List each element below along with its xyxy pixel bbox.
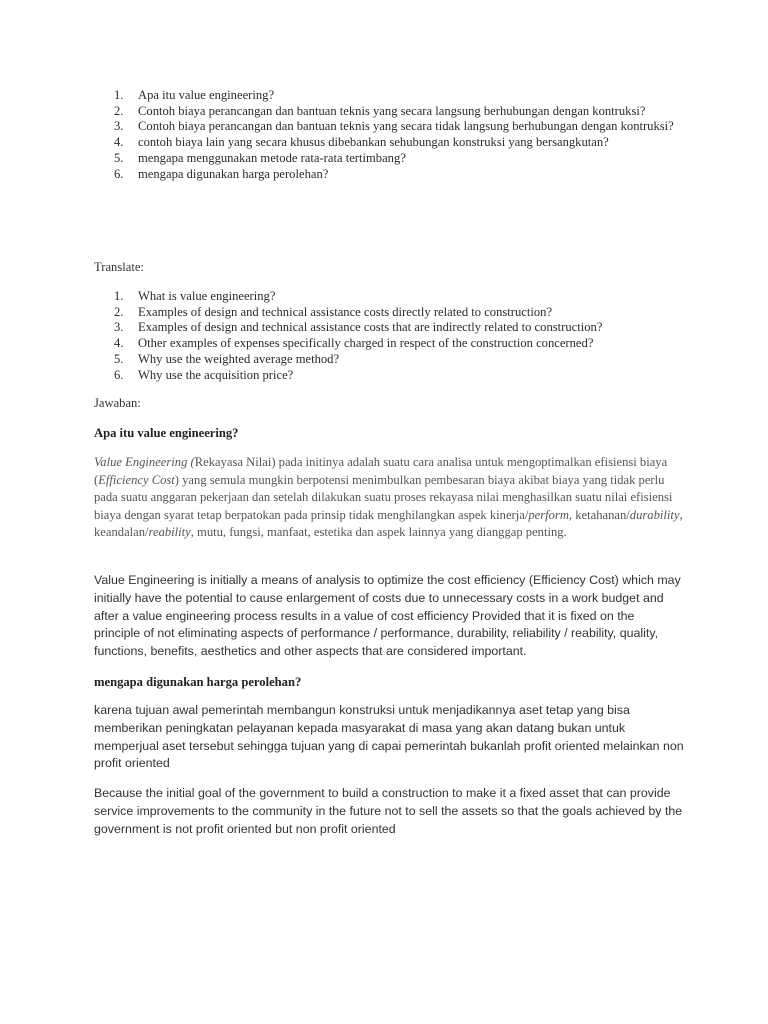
list-number: 4. bbox=[114, 135, 124, 150]
answer-heading-value-engineering: Apa itu value engineering? bbox=[94, 426, 239, 440]
text-run: ) yang semula mungkin berpotensi menimbulkan pembesaran biaya akibat biaya yang tidak perlu pada suatu anggaran pekerjaan dan setelah dilakukan suatu proses rekayasa nilai menghasilkan suatu nilai efisiensi biaya dengan syarat tetap berpatokan pada prinsip tidak menghilangkan aspek kinerja/ bbox=[94, 472, 673, 522]
list-number: 1. bbox=[114, 88, 124, 102]
list-number: 2. bbox=[114, 103, 124, 118]
answer-paragraph-indonesian-2: karena tujuan awal pemerintah membangun konstruksi untuk menjadikannya aset tetap yang bisa memberikan peningkatan pelayanan kepada masyarakat di masa yang akan datang bukan untuk memperjual aset tersebut sehingga tujuan yang di capai pemerintah bukanlah profit oriented melainkan non profit oriented bbox=[94, 703, 684, 771]
list-item bbox=[94, 167, 684, 183]
list-item bbox=[94, 336, 684, 352]
list-text: Other examples of expenses specifically charged in respect of the construction concerned? bbox=[138, 336, 594, 351]
list-number: 5. bbox=[114, 150, 124, 165]
answer-paragraph-english-2: Because the initial goal of the government to build a construction to make it a fixed asset that can provide service improvements to the community in the future not to sell the assets so that the goals achieved by the government is not profit oriented but non profit oriented bbox=[94, 786, 683, 836]
list-text: Examples of design and technical assistance costs that are indirectly related to construction? bbox=[138, 320, 603, 335]
list-item bbox=[94, 320, 684, 336]
list-number: 6. bbox=[114, 166, 124, 181]
list-text: Contoh biaya perancangan dan bantuan teknis yang secara tidak langsung berhubungan dengan kontruksi? bbox=[138, 119, 674, 134]
list-item bbox=[94, 135, 684, 151]
text-run: , mutu, fungsi, manfaat, estetika dan aspek lainnya yang dianggap penting. bbox=[190, 525, 567, 540]
italic-term: reability bbox=[148, 525, 191, 540]
answer-paragraph-english: Value Engineering is initially a means of analysis to optimize the cost efficiency (Efficiency Cost) which may initially have the potential to cause enlargement of costs due to unnecessary costs in a work budget and after a value engineering process results in a value of cost efficiency Provided that it is fixed on the principle of not eliminating aspects of performance / performance, durability, reliability / reability, quality, functions, benefits, aesthetics and other aspects that are considered important. bbox=[94, 573, 681, 659]
italic-term: perform, bbox=[528, 507, 573, 522]
text-run: ketahanan/ bbox=[572, 507, 630, 522]
italic-term: Efficiency Cost bbox=[98, 472, 175, 487]
list-text: Contoh biaya perancangan dan bantuan teknis yang secara langsung berhubungan dengan kontruksi? bbox=[138, 103, 646, 118]
list-number: 5. bbox=[114, 351, 124, 366]
answers-label: Jawaban: bbox=[94, 396, 141, 410]
list-item bbox=[94, 305, 684, 321]
text-run: Rekayasa Nilai) pada initinya adalah suatu cara analisa untuk mengoptimalkan efisiensi biaya ( bbox=[94, 455, 668, 487]
list-item bbox=[94, 151, 684, 167]
list-text: contoh biaya lain yang secara khusus dibebankan sehubungan konstruksi yang bersangkutan? bbox=[138, 135, 609, 150]
list-text: mengapa digunakan harga perolehan? bbox=[138, 166, 329, 181]
list-item bbox=[94, 289, 684, 305]
list-text: What is value engineering? bbox=[138, 289, 276, 303]
list-text: Apa itu value engineering? bbox=[138, 88, 275, 102]
list-text: Why use the weighted average method? bbox=[138, 351, 340, 366]
text-run: , keandalan/ bbox=[94, 507, 683, 540]
list-text: Examples of design and technical assistance costs directly related to construction? bbox=[138, 304, 553, 319]
list-text: Why use the acquisition price? bbox=[138, 367, 294, 382]
list-number: 1. bbox=[114, 289, 124, 303]
list-item bbox=[94, 368, 684, 384]
list-item bbox=[94, 88, 684, 104]
question-list-indonesian bbox=[94, 88, 684, 182]
translate-label: Translate: bbox=[94, 260, 144, 274]
italic-term: durability bbox=[629, 507, 680, 522]
list-item bbox=[94, 104, 684, 120]
list-number: 3. bbox=[114, 320, 124, 335]
answer-paragraph-indonesian bbox=[94, 454, 684, 542]
list-number: 4. bbox=[114, 336, 124, 351]
list-number: 6. bbox=[114, 367, 124, 382]
list-text: mengapa menggunakan metode rata-rata tertimbang? bbox=[138, 150, 406, 165]
italic-term: Value Engineering ( bbox=[94, 455, 195, 469]
question-list-english bbox=[94, 289, 684, 383]
list-number: 3. bbox=[114, 119, 124, 134]
list-item bbox=[94, 352, 684, 368]
answer-heading-acquisition-price: mengapa digunakan harga perolehan? bbox=[94, 675, 302, 689]
list-item bbox=[94, 119, 684, 135]
list-number: 2. bbox=[114, 304, 124, 319]
